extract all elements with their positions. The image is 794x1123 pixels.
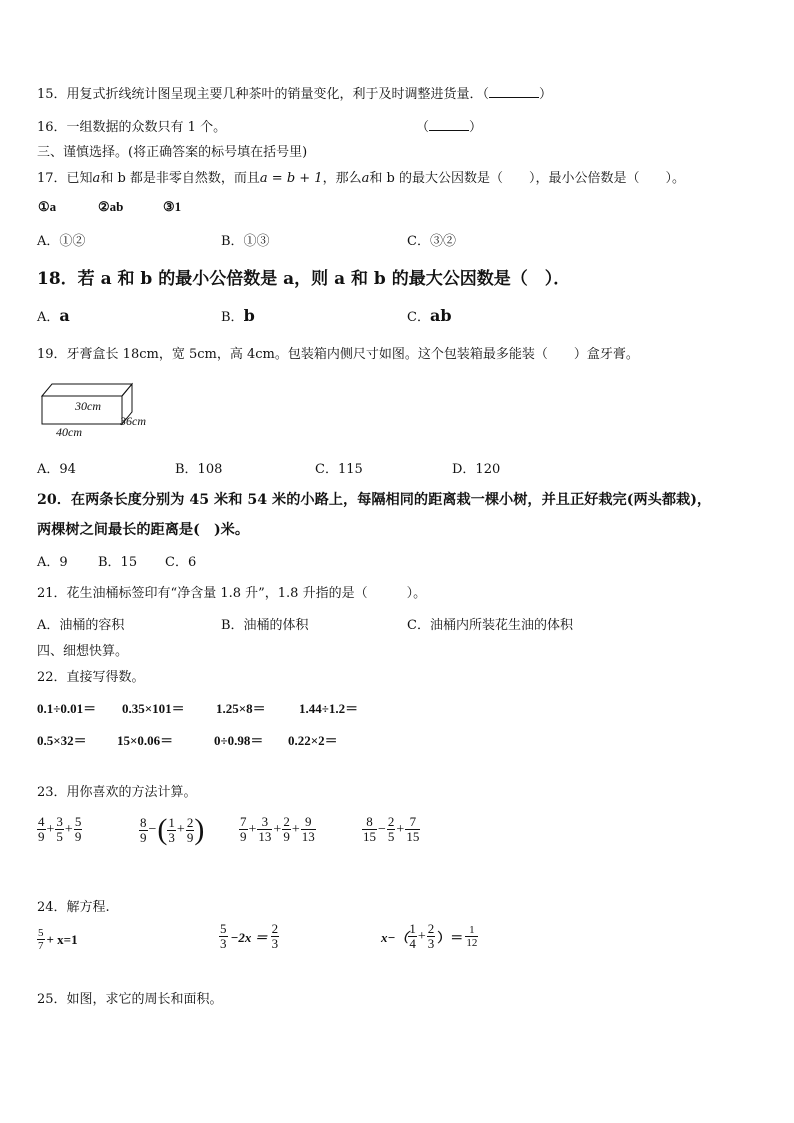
fraction: $\frac{5}{9}$ (74, 814, 82, 844)
question-21: 21．花生油桶标签印有“净含量 1.8 升”，1.8 升指的是（ ）。 (37, 586, 427, 601)
fraction: $\frac{3}{5}$ (56, 814, 63, 844)
q21-option-c[interactable]: C．油桶内所装花生油的体积 (407, 618, 573, 633)
option-label: C． (407, 310, 430, 325)
equation-rest: + x=1 (46, 931, 78, 947)
fraction: $\frac{7}{9}$ (240, 814, 247, 844)
equation-2 (219, 922, 279, 951)
q17-choice-1: ①a (38, 199, 57, 214)
question-16-answer (416, 116, 482, 135)
q19-option-a[interactable]: A．94 (37, 462, 76, 477)
question-20-line-1: 20．在两条长度分别为 45 米和 54 米的小路上，每隔相同的距离栽一棵小树，并且正好栽完(两头都栽)， (37, 492, 712, 508)
calc-item: 0.35×101＝ (122, 701, 185, 716)
paren-close: ） (469, 120, 483, 135)
fraction: $\frac{8}{15}$ (363, 814, 376, 844)
question-15-text: 15．用复式折线统计图呈现主要几种茶叶的销量变化，利于及时调整进货量．（ (37, 87, 490, 102)
q17-option-b[interactable]: B．①③ (221, 234, 270, 249)
equation-3 (381, 922, 478, 951)
q21-option-b[interactable]: B．油桶的体积 (221, 618, 309, 633)
q18-option-c[interactable] (407, 306, 452, 325)
fraction: $\frac{1}{12}$ (466, 924, 478, 949)
question-16 (37, 116, 226, 135)
option-value: ab (429, 306, 452, 325)
q19-option-c[interactable]: C．115 (315, 462, 363, 477)
equation-1 (37, 927, 78, 952)
equation-mid: −2x ＝ (230, 930, 268, 945)
question-18: 18．若 a 和 b 的最小公倍数是 a，则 a 和 b 的最大公因数是（ ）． (37, 269, 571, 289)
plus-sign: + (248, 821, 257, 837)
fraction: $\frac{7}{15}$ (406, 814, 420, 844)
fraction: $\frac{2}{9}$ (283, 814, 290, 844)
calc-item: 0÷0.98＝ (214, 733, 264, 748)
option-value: a (59, 306, 70, 325)
fraction: $\frac{5}{3}$ (220, 921, 227, 951)
var-a: a (361, 171, 370, 186)
box-bottom-label: 40cm (56, 425, 82, 439)
q17-text-2: 和 b 都是非零自然数，而且 (100, 171, 260, 186)
question-22: 22．直接写得数。 (37, 670, 145, 685)
calc-item: 0.5×32＝ (37, 733, 87, 748)
fraction: $\frac{1}{4}$ (409, 921, 416, 951)
q18-option-b[interactable] (221, 306, 255, 325)
question-19: 19．牙膏盒长 18cm，宽 5cm，高 4cm。包装箱内侧尺寸如图。这个包装箱最多能装（ ）盒牙膏。 (37, 347, 639, 362)
fraction: $\frac{9}{13}$ (301, 814, 315, 844)
fraction: $\frac{1}{3}$ (168, 814, 175, 845)
option-label: A． (37, 310, 60, 325)
q21-option-a[interactable]: A．油桶的容积 (37, 618, 125, 633)
minus-sign: − (378, 821, 386, 837)
fraction: $\frac{4}{9}$ (38, 814, 45, 844)
box-side-label: 36cm (120, 414, 146, 428)
answer-blank[interactable] (429, 130, 469, 131)
plus-sign: + (273, 821, 282, 837)
plus-sign: + (417, 928, 426, 944)
question-20-line-2: 两棵树之间最长的距离是( )米。 (37, 522, 250, 538)
question-25: 25．如图，求它的周长和面积。 (37, 992, 223, 1007)
q17-choice-2: ②ab (98, 199, 124, 214)
calc-item: 0.1÷0.01＝ (37, 701, 97, 716)
q17-option-a[interactable]: A．①② (37, 234, 86, 249)
q17-choice-3: ③1 (163, 199, 182, 214)
calc-item: 1.44÷1.2＝ (299, 701, 359, 716)
expression-1 (37, 815, 82, 844)
option-label: B． (221, 310, 244, 325)
equation-mid: ）＝ (437, 930, 464, 945)
question-16-text: 16．一组数据的众数只有 1 个。 (37, 120, 227, 135)
question-17 (37, 167, 685, 186)
right-paren: ) (194, 813, 205, 846)
q17-option-c[interactable]: C．③② (407, 234, 456, 249)
fraction: $\frac{8}{9}$ (140, 814, 147, 845)
paren-close: ） (539, 87, 553, 102)
fraction: $\frac{2}{9}$ (186, 814, 194, 845)
calc-item: 15×0.06＝ (117, 733, 174, 748)
question-24: 24．解方程. (37, 900, 110, 915)
paren-open: （ (416, 120, 430, 135)
q20-option-a[interactable]: A．9 (37, 555, 68, 570)
plus-sign: + (46, 821, 55, 837)
answer-blank[interactable] (489, 97, 539, 98)
plus-sign: + (176, 822, 185, 837)
var-a: a (92, 171, 101, 186)
q17-text-1: 17．已知 (37, 171, 93, 186)
q17-text-3: ，那么 (322, 171, 362, 186)
question-23: 23．用你喜欢的方法计算。 (37, 785, 197, 800)
fraction: $\frac{2}{5}$ (387, 814, 395, 844)
section-4-heading: 四、细想快算。 (37, 644, 129, 659)
q19-option-b[interactable]: B．108 (175, 462, 223, 477)
calc-item: 0.22×2＝ (288, 733, 338, 748)
left-paren: ( (157, 813, 168, 846)
expression-3 (239, 815, 316, 844)
equation: a = b + 1 (259, 171, 323, 186)
box-top-face (42, 384, 132, 396)
q20-option-c[interactable]: C．6 (165, 555, 197, 570)
question-15 (37, 83, 552, 102)
plus-sign: + (291, 821, 300, 837)
q20-option-b[interactable]: B．15 (98, 555, 138, 570)
q19-option-d[interactable]: D．120 (452, 462, 501, 477)
fraction: $\frac{2}{3}$ (271, 921, 279, 951)
q17-text-4: 和 b 的最大公因数是（ ），最小公倍数是（ ）。 (369, 171, 685, 186)
expression-4 (362, 815, 420, 844)
section-3-heading: 三、谨慎选择。(将正确答案的标号填在括号里) (37, 145, 308, 160)
q18-option-a[interactable] (37, 306, 70, 325)
fraction: $\frac{3}{13}$ (258, 814, 272, 844)
fraction: $\frac{5}{7}$ (38, 927, 44, 952)
fraction: $\frac{2}{3}$ (427, 921, 435, 951)
calc-item: 1.25×8＝ (216, 701, 266, 716)
option-value: b (243, 306, 255, 325)
plus-sign: + (64, 821, 73, 837)
plus-sign: + (396, 821, 405, 837)
minus-sign: − (148, 822, 157, 837)
box-front-label: 30cm (75, 399, 101, 413)
expression-2 (139, 815, 204, 845)
equation-lead: x−（ (381, 930, 409, 945)
